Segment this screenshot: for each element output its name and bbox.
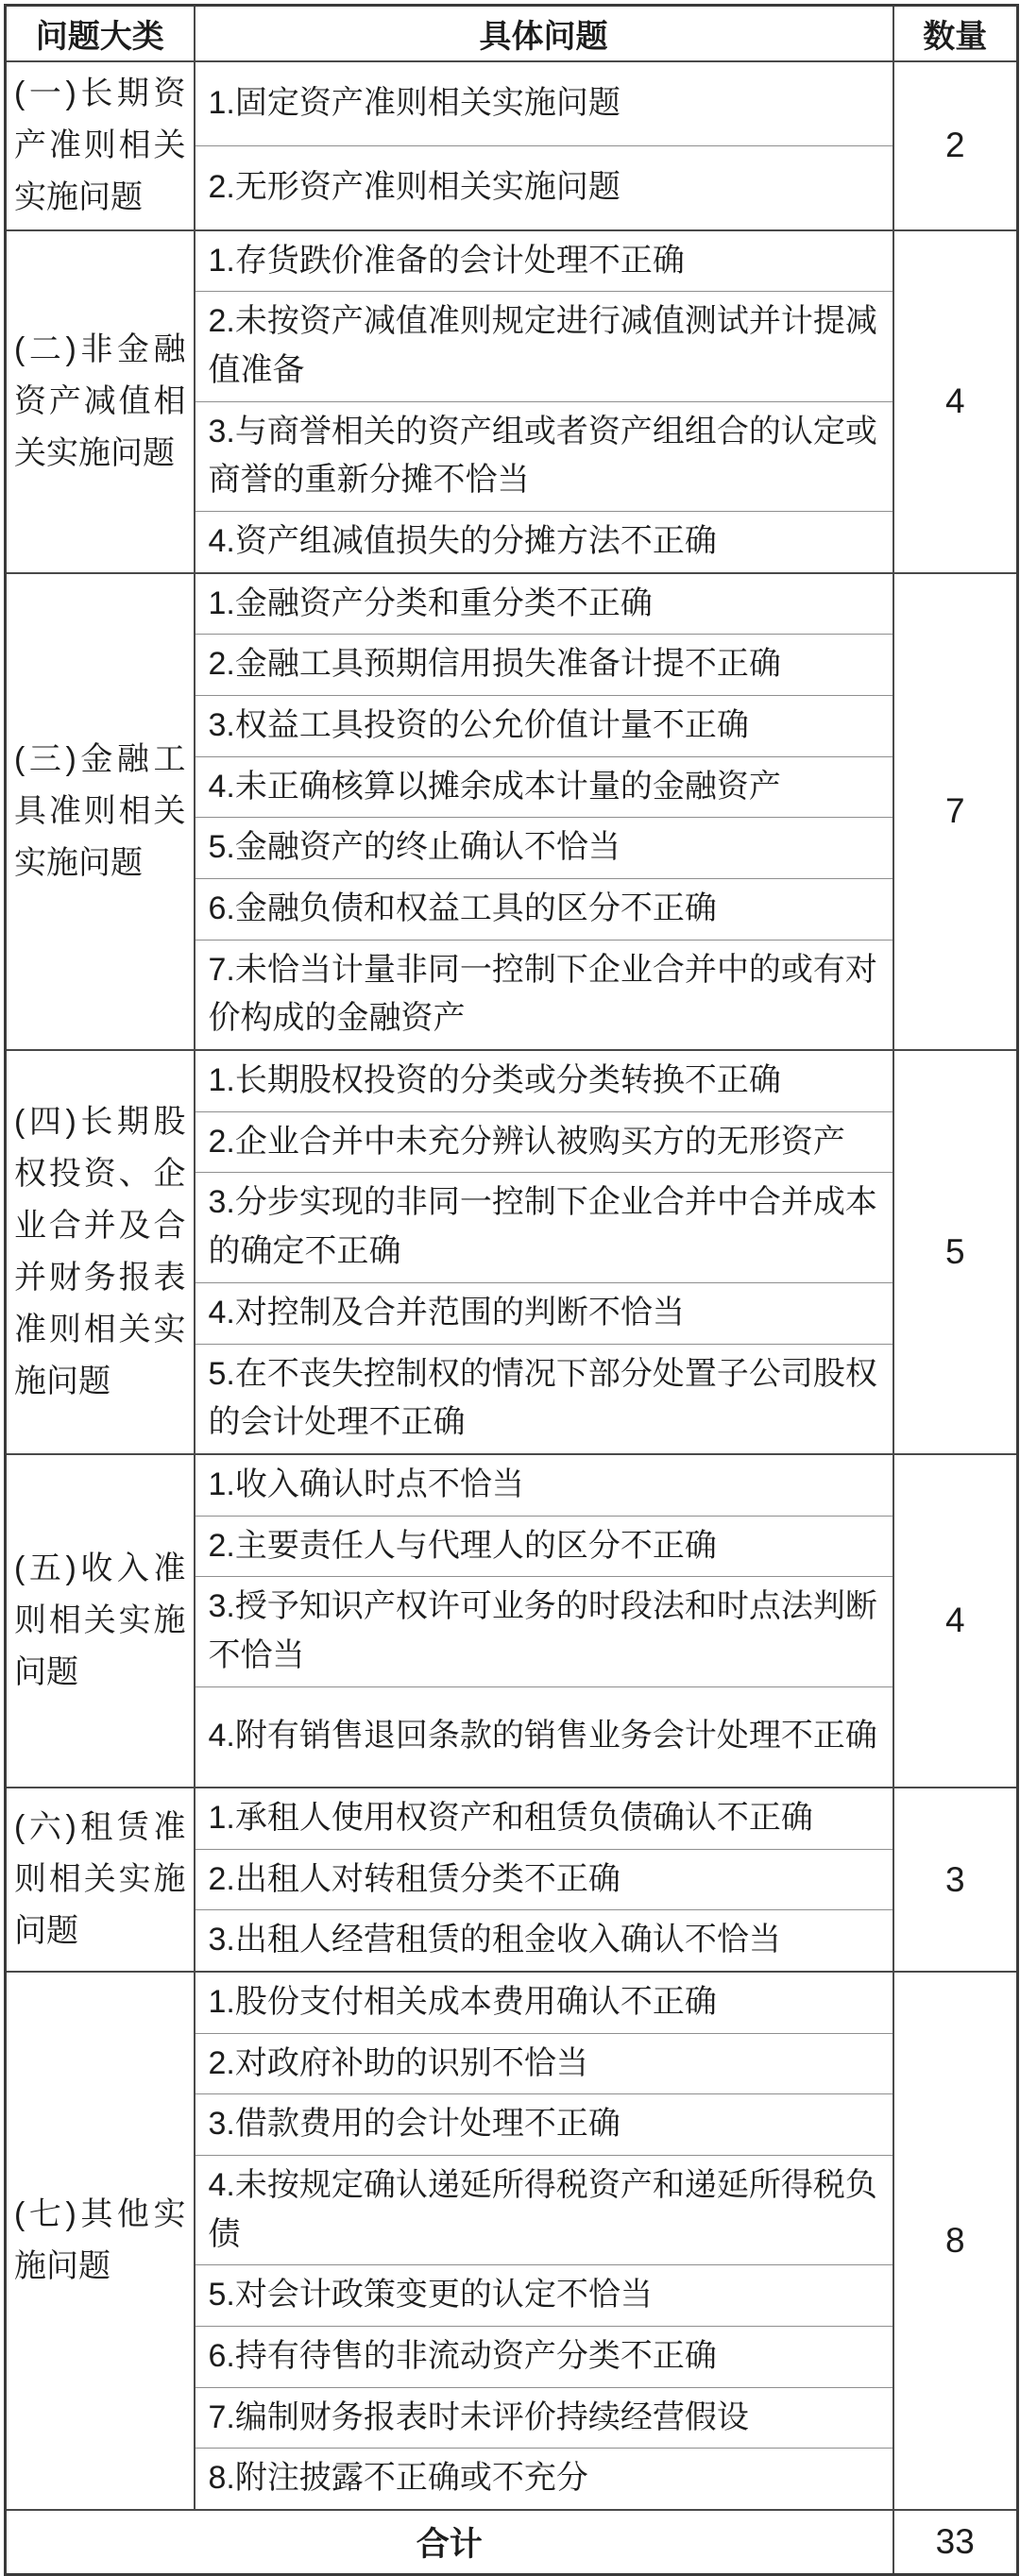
problem-cell: 4.未正确核算以摊余成本计量的金融资产 — [195, 756, 893, 818]
problem-cell: 7.未恰当计量非同一控制下企业合并中的或有对价构成的金融资产 — [195, 940, 893, 1050]
table-footer — [6, 2510, 1018, 2574]
problem-cell: 2.未按资产减值准则规定进行减值测试并计提减值准备 — [195, 292, 893, 401]
category-cell: (六)租赁准则相关实施问题 — [6, 1788, 195, 1972]
category-cell: (七)其他实施问题 — [6, 1972, 195, 2510]
problem-cell: 1.金融资产分类和重分类不正确 — [195, 573, 893, 635]
problem-cell: 6.金融负债和权益工具的区分不正确 — [195, 879, 893, 941]
problem-row — [6, 1972, 1018, 2033]
header-count: 数量 — [893, 6, 1018, 61]
problem-cell: 3.分步实现的非同一控制下企业合并中合并成本的确定不正确 — [195, 1173, 893, 1282]
problem-cell: 2.主要责任人与代理人的区分不正确 — [195, 1516, 893, 1577]
problem-cell: 2.出租人对转租赁分类不正确 — [195, 1849, 893, 1910]
problem-cell: 5.金融资产的终止确认不恰当 — [195, 818, 893, 879]
total-label: 合计 — [6, 2510, 893, 2574]
table-body — [6, 61, 1018, 2511]
category-cell: (四)长期股权投资、企业合并及合并财务报表准则相关实施问题 — [6, 1050, 195, 1454]
count-cell: 4 — [893, 1454, 1018, 1788]
problem-cell: 1.存货跌价准备的会计处理不正确 — [195, 230, 893, 292]
problem-cell: 1.长期股权投资的分类或分类转换不正确 — [195, 1050, 893, 1111]
problem-row — [6, 1050, 1018, 1111]
problem-cell: 2.企业合并中未充分辨认被购买方的无形资产 — [195, 1111, 893, 1173]
problem-cell: 2.无形资产准则相关实施问题 — [195, 145, 893, 230]
problem-cell: 1.股份支付相关成本费用确认不正确 — [195, 1972, 893, 2033]
table-header — [6, 6, 1018, 61]
problem-row — [6, 1788, 1018, 1849]
header-problem: 具体问题 — [195, 6, 893, 61]
count-cell: 4 — [893, 230, 1018, 573]
problem-row — [6, 573, 1018, 635]
problem-cell: 4.未按规定确认递延所得税资产和递延所得税负债 — [195, 2156, 893, 2265]
category-cell: (一)长期资产准则相关实施问题 — [6, 61, 195, 230]
problem-cell: 8.附注披露不正确或不充分 — [195, 2449, 893, 2510]
category-cell: (二)非金融资产减值相关实施问题 — [6, 230, 195, 573]
problem-row — [6, 61, 1018, 146]
problem-cell: 3.权益工具投资的公允价值计量不正确 — [195, 696, 893, 757]
count-cell: 7 — [893, 573, 1018, 1050]
problem-cell: 5.对会计政策变更的认定不恰当 — [195, 2265, 893, 2327]
count-cell: 5 — [893, 1050, 1018, 1454]
header-row — [6, 6, 1018, 61]
problem-cell: 6.持有待售的非流动资产分类不正确 — [195, 2327, 893, 2388]
problem-cell: 1.收入确认时点不恰当 — [195, 1454, 893, 1516]
count-cell: 3 — [893, 1788, 1018, 1972]
problem-cell: 7.编制财务报表时未评价持续经营假设 — [195, 2387, 893, 2449]
problem-cell: 5.在不丧失控制权的情况下部分处置子公司股权的会计处理不正确 — [195, 1344, 893, 1454]
problem-cell: 4.对控制及合并范围的判断不恰当 — [195, 1282, 893, 1344]
problem-cell: 1.固定资产准则相关实施问题 — [195, 61, 893, 146]
category-cell: (三)金融工具准则相关实施问题 — [6, 573, 195, 1050]
problem-cell: 2.金融工具预期信用损失准备计提不正确 — [195, 635, 893, 696]
problem-row — [6, 1454, 1018, 1516]
count-cell: 8 — [893, 1972, 1018, 2510]
problem-cell: 3.与商誉相关的资产组或者资产组组合的认定或商誉的重新分摊不恰当 — [195, 401, 893, 511]
problem-cell: 1.承租人使用权资产和租赁负债确认不正确 — [195, 1788, 893, 1849]
problem-cell: 4.附有销售退回条款的销售业务会计处理不正确 — [195, 1686, 893, 1788]
problem-cell: 3.授予知识产权许可业务的时段法和时点法判断不恰当 — [195, 1577, 893, 1686]
problem-cell: 3.借款费用的会计处理不正确 — [195, 2094, 893, 2156]
problem-cell: 3.出租人经营租赁的租金收入确认不恰当 — [195, 1910, 893, 1972]
total-value: 33 — [893, 2510, 1018, 2574]
issues-table — [4, 4, 1019, 2576]
problem-cell: 4.资产组减值损失的分摊方法不正确 — [195, 512, 893, 573]
header-category: 问题大类 — [6, 6, 195, 61]
category-cell: (五)收入准则相关实施问题 — [6, 1454, 195, 1788]
count-cell: 2 — [893, 61, 1018, 230]
problem-cell: 2.对政府补助的识别不恰当 — [195, 2033, 893, 2094]
total-row — [6, 2510, 1018, 2574]
problem-row — [6, 230, 1018, 292]
